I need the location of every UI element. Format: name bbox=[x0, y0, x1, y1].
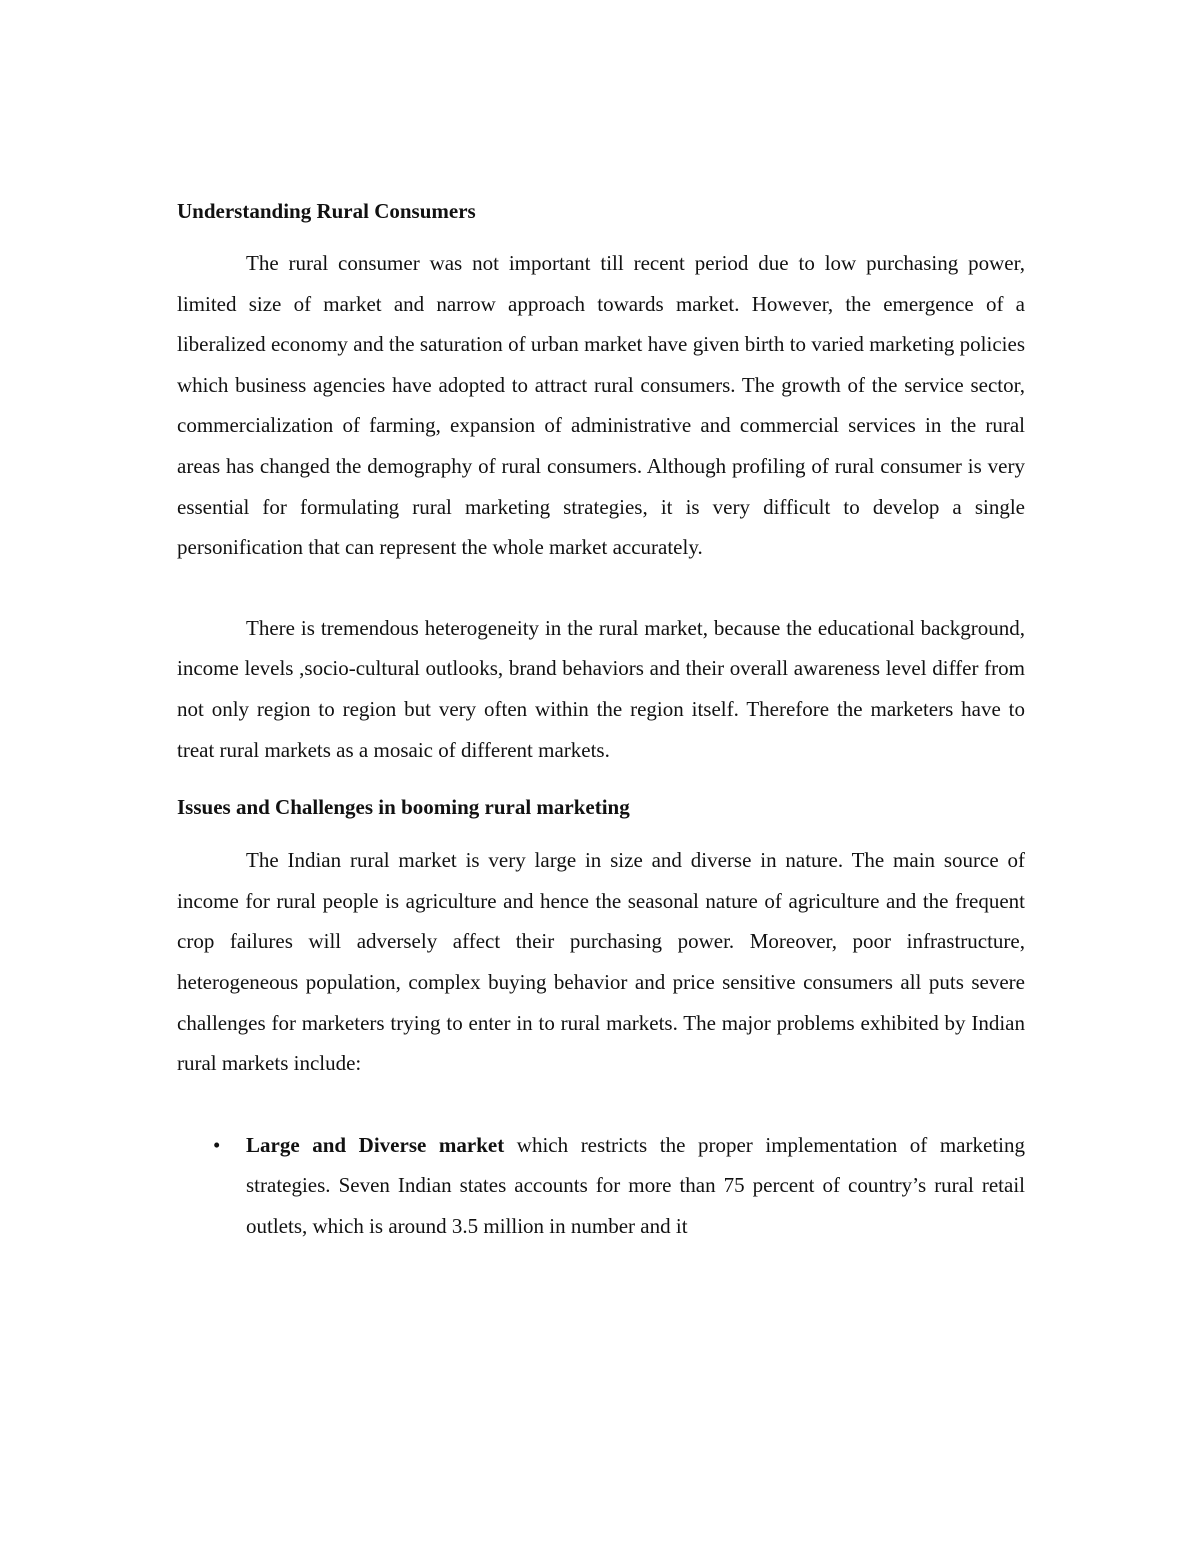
list-item-bold-lead: Large and Diverse market bbox=[246, 1132, 505, 1157]
bullet-icon: • bbox=[213, 1132, 221, 1157]
section-heading-issues-and-challenges: Issues and Challenges in booming rural marketing bbox=[177, 795, 630, 820]
paragraph-rural-heterogeneity: There is tremendous heterogeneity in the rural market, because the educational background, income levels ,socio-cultural outlooks, brand behaviors and their overall awareness level differ from not only region to region but very often within the region itself. Therefore the marketers have to treat rural markets as a mosaic of different markets. bbox=[177, 615, 1025, 762]
page-content bbox=[177, 191, 1025, 1246]
paragraph-rural-consumer-intro: The rural consumer was not important till recent period due to low purchasing power, limited size of market and narrow approach towards market. However, the emergence of a liberalized economy and the saturation of urban market have given birth to varied marketing policies which business agencies have adopted to attract rural consumers. The growth of the service sector, commercialization of farming, expansion of administrative and commercial services in the rural areas has changed the demography of rural consumers. Although profiling of rural consumer is very essential for formulating rural marketing strategies, it is very difficult to develop a single personification that can represent the whole market accurately. bbox=[177, 251, 1025, 560]
paragraph-indian-rural-market: The Indian rural market is very large in size and diverse in nature. The main source of income for rural people is agriculture and hence the seasonal nature of agriculture and the frequent crop failures will adversely affect their purchasing power. Moreover, poor infrastructure, heterogeneous population, complex buying behavior and price sensitive consumers all puts severe challenges for marketers trying to enter in to rural markets. The major problems exhibited by Indian rural markets include: bbox=[177, 848, 1025, 1076]
list-item-text: which restricts the proper implementation of marketing strategies. Seven Indian states accounts for more than 75 percent of country’s rural retail outlets, which is around 3.5 million in number and it bbox=[246, 1132, 1025, 1238]
section-heading-understanding-rural-consumers: Understanding Rural Consumers bbox=[177, 199, 476, 223]
list-item bbox=[177, 1125, 1025, 1247]
problems-bullet-list bbox=[177, 1125, 1025, 1247]
